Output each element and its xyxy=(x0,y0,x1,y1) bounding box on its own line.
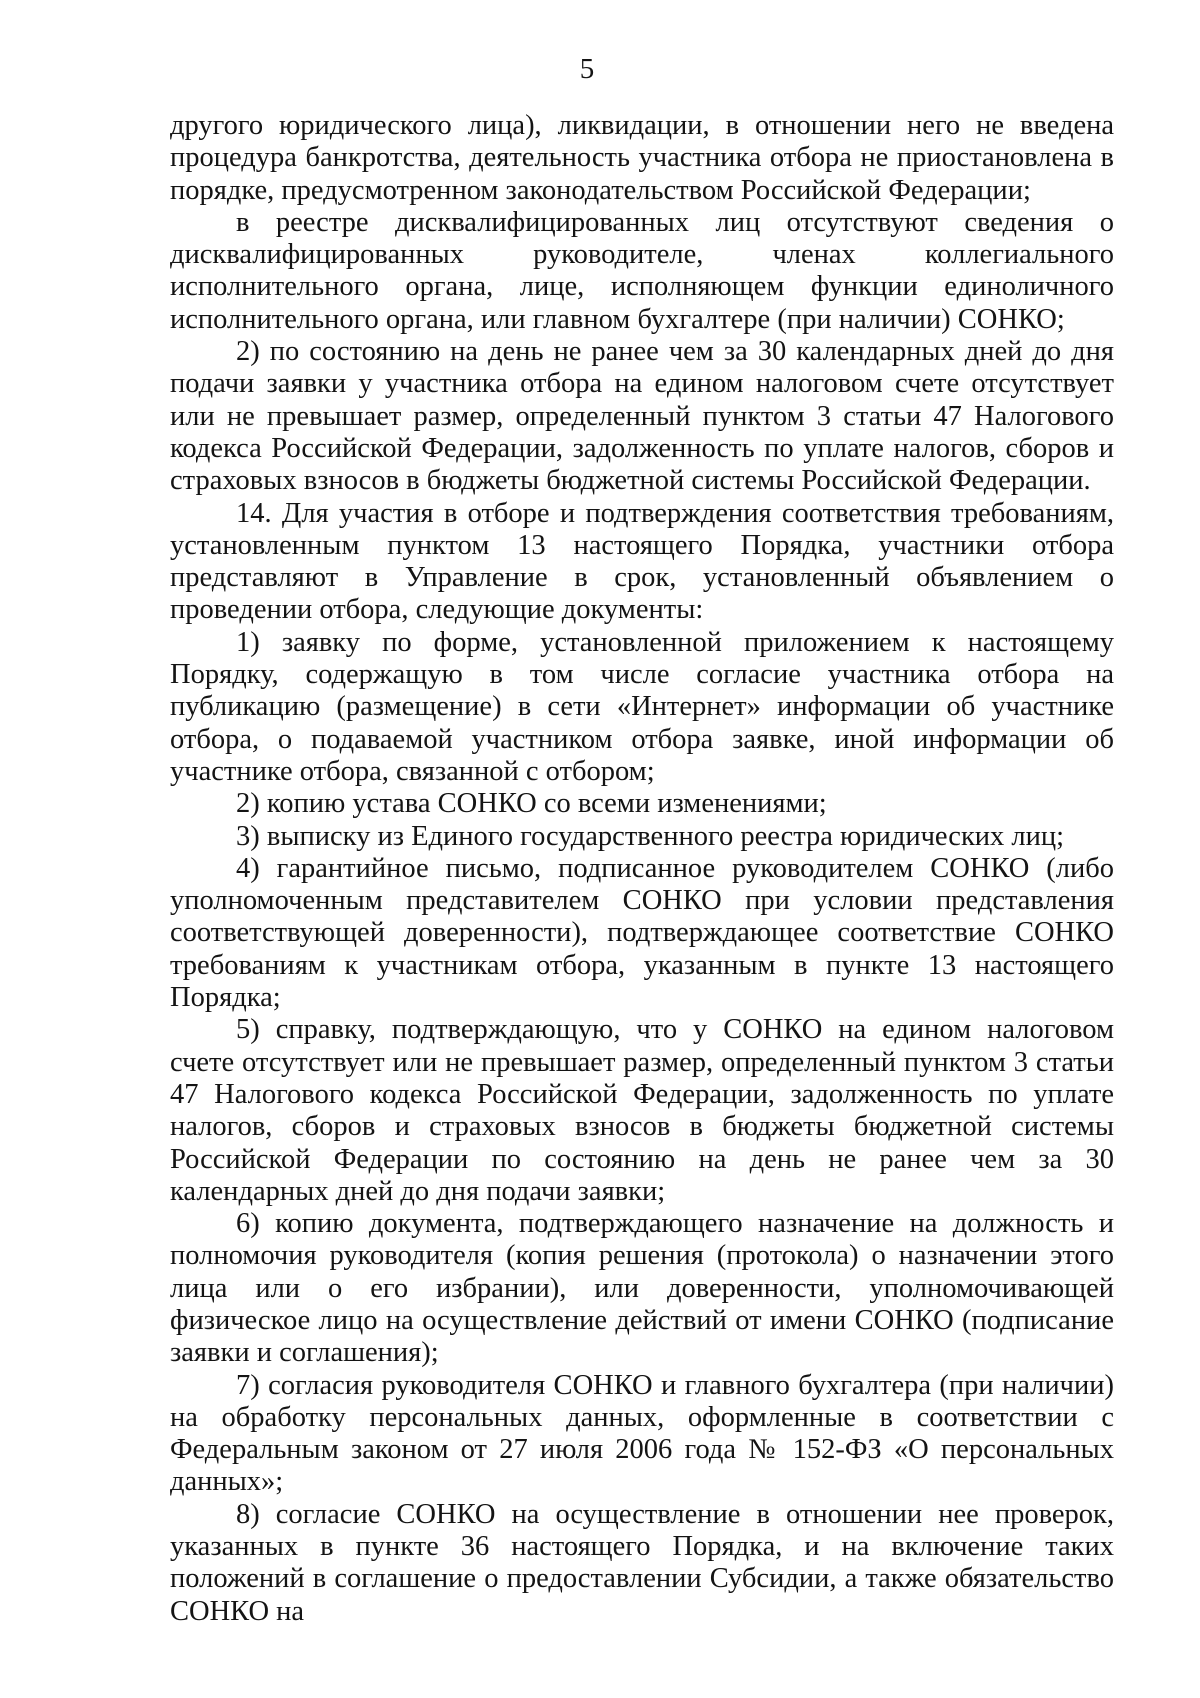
paragraph-clause-14: 14. Для участия в отборе и подтверждения соответствия требованиям, установленным пунктом 13 настоящего Порядка, участники отбора представляют в Управление в срок, установленный объявлением о проведении отбора, следующие документы: xyxy=(170,497,1114,626)
paragraph-doc-2-charter: 2) копию устава СОНКО со всеми изменениями; xyxy=(236,788,827,820)
paragraph-doc-1-application: 1) заявку по форме, установленной приложением к настоящему Порядку, содержащую в том числе согласие участника отбора на публикацию (размещение) в сети «Интернет» информации об участнике отбора, о подаваемой участником отбора заявке, иной информации об участнике отбора, связанной с отбором; xyxy=(170,626,1114,787)
paragraph-doc-3-registry-extract: 3) выписку из Единого государственного реестра юридических лиц; xyxy=(236,820,1065,852)
page-number: 5 xyxy=(579,53,595,85)
paragraph-doc-8-inspections: 8) согласие СОНКО на осуществление в отношении нее проверок, указанных в пункте 36 настоящего Порядка, и на включение таких положений в соглашение о предоставлении Субсидии, а также обязательство СОНКО на xyxy=(170,1498,1114,1627)
paragraph-doc-4-guarantee-letter: 4) гарантийное письмо, подписанное руководителем СОНКО (либо уполномоченным представителем СОНКО при условии представления соответствующей доверенности), подтверждающее соответствие СОНКО требованиям к участникам отбора, указанным в пункте 13 настоящего Порядка; xyxy=(170,852,1114,1014)
paragraph-disqualified-registry: в реестре дисквалифицированных лиц отсутствуют сведения о дисквалифицированных руководителе, членах коллегиального исполнительного органа, лице, исполняющем функции единоличного исполнительного органа, или главном бухгалтере (при наличии) СОНКО; xyxy=(170,206,1114,335)
paragraph-doc-6-appointment: 6) копию документа, подтверждающего назначение на должность и полномочия руководителя (копия решения (протокола) о назначении этого лица или о его избрании), или доверенности, уполномочивающей физическое лицо на осуществление действий от имени СОНКО (подписание заявки и соглашения); xyxy=(170,1208,1114,1369)
document-body xyxy=(170,110,1114,1628)
paragraph-doc-5-tax-certificate: 5) справку, подтверждающую, что у СОНКО на едином налоговом счете отсутствует или не превышает размер, определенный пунктом 3 статьи 47 Налогового кодекса Российской Федерации, задолженность по уплате налогов, сборов и страховых взносов в бюджеты бюджетной системы Российской Федерации по состоянию на день не ранее чем за 30 календарных дней до дня подачи заявки; xyxy=(170,1014,1114,1207)
paragraph-continuation: другого юридического лица), ликвидации, в отношении него не введена процедура банкротства, деятельность участника отбора не приостановлена в порядке, предусмотренном законодательством Российской Федерации; xyxy=(170,110,1114,206)
paragraph-item-2-tax-debt: 2) по состоянию на день не ранее чем за 30 календарных дней до дня подачи заявки у участника отбора на едином налоговом счете отсутствует или не превышает размер, определенный пунктом 3 статьи 47 Налогового кодекса Российской Федерации, задолженность по уплате налогов, сборов и страховых взносов в бюджеты бюджетной системы Российской Федерации. xyxy=(170,336,1114,497)
paragraph-doc-7-personal-data: 7) согласия руководителя СОНКО и главного бухгалтера (при наличии) на обработку персональных данных, оформленные в соответствии с Федеральным законом от 27 июля 2006 года № 152-ФЗ «О персональных данных»; xyxy=(170,1369,1114,1498)
